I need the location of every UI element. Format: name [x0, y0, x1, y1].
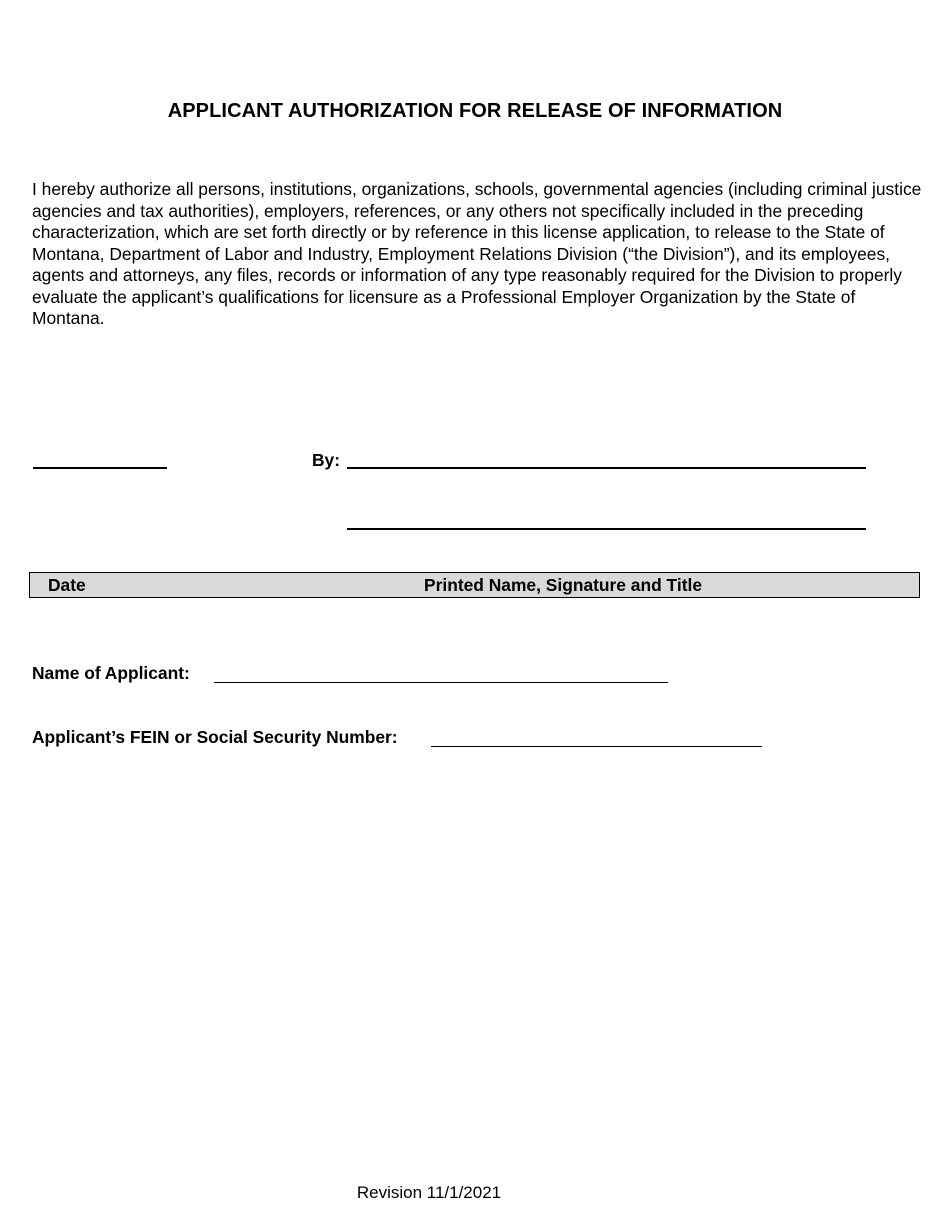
signature-header-bar — [29, 572, 920, 598]
applicant-name-label: Name of Applicant: — [32, 663, 190, 683]
signature-blank-line[interactable] — [347, 467, 866, 469]
revision-footer: Revision 11/1/2021 — [356, 1183, 502, 1202]
fein-ssn-blank-line[interactable] — [431, 746, 762, 747]
printed-name-title-blank-line[interactable] — [347, 528, 866, 530]
fein-ssn-label: Applicant’s FEIN or Social Security Number: — [32, 727, 398, 747]
date-header-label: Date — [48, 575, 86, 595]
page-title: APPLICANT AUTHORIZATION FOR RELEASE OF INFORMATION — [167, 100, 783, 122]
by-label: By: — [312, 450, 341, 470]
date-blank-line[interactable] — [33, 467, 167, 469]
signature-header-label: Printed Name, Signature and Title — [424, 575, 702, 595]
authorization-paragraph: I hereby authorize all persons, institutions, organizations, schools, governmental agencies (including criminal justice agencies and tax authorities), employers, references, or any others not specifically included in the preceding characterization, which are set forth directly or by reference in this license application, to release to the State of Montana, Department of Labor and Industry, Employment Relations Division (“the Division”), and its employees, agents and attorneys, any files, records or information of any type reasonably required for the Division to properly evaluate the applicant’s qualifications for licensure as a Professional Employer Organization by the State of Montana. — [32, 179, 922, 328]
applicant-name-blank-line[interactable] — [214, 682, 668, 683]
